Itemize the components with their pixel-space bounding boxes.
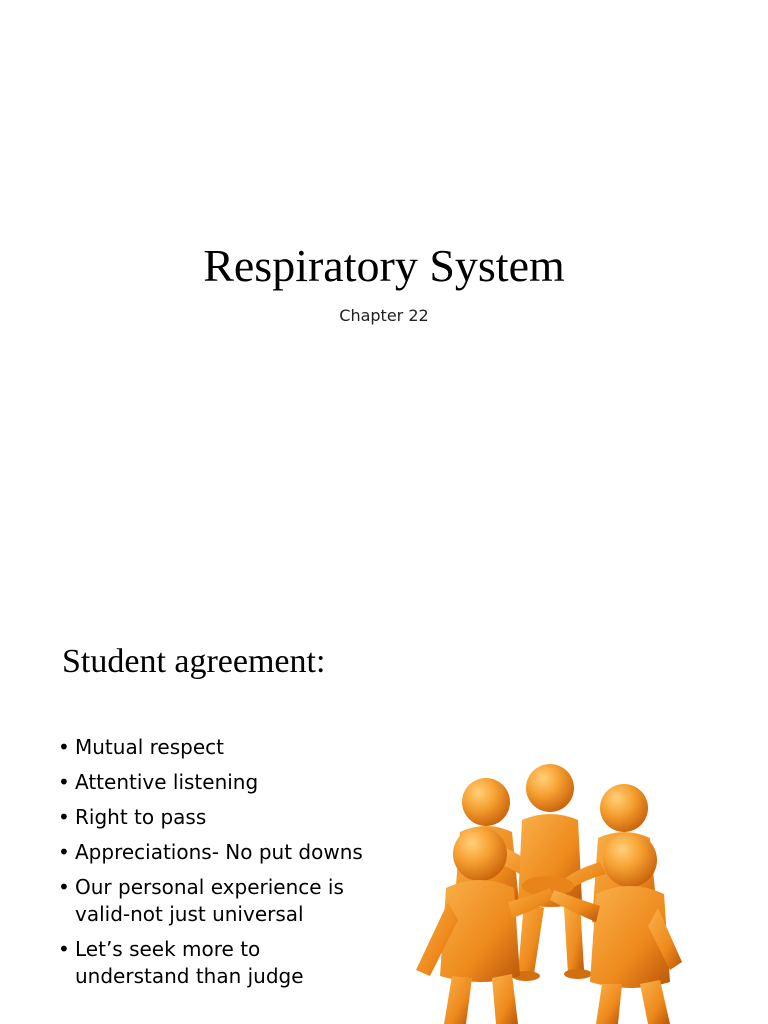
list-item-text: Let’s seek more to understand than judge [75, 937, 304, 988]
list-item-text: Right to pass [75, 805, 207, 829]
bullet-icon: • [58, 805, 70, 829]
list-item-text: Attentive listening [75, 770, 259, 794]
list-item-text: Our personal experience is valid-not just universal [75, 875, 344, 926]
list-item [58, 874, 378, 928]
bullet-icon: • [58, 875, 70, 899]
list-item-text: Mutual respect [75, 735, 224, 759]
list-item [58, 769, 378, 796]
agreement-slide [0, 512, 768, 1024]
slide-subtitle: Chapter 22 [339, 306, 429, 325]
list-item-text: Appreciations- No put downs [75, 840, 363, 864]
bullet-icon: • [58, 770, 70, 794]
list-item [58, 936, 378, 990]
team-huddle-illustration [396, 762, 696, 1024]
list-item [58, 734, 378, 761]
list-item [58, 804, 378, 831]
list-item [58, 839, 378, 866]
bullet-icon: • [58, 937, 70, 961]
bullet-icon: • [58, 840, 70, 864]
slide-title: Respiratory System [203, 240, 565, 291]
agreement-list [58, 734, 378, 998]
bullet-icon: • [58, 735, 70, 759]
agreement-heading: Student agreement: [62, 643, 326, 680]
